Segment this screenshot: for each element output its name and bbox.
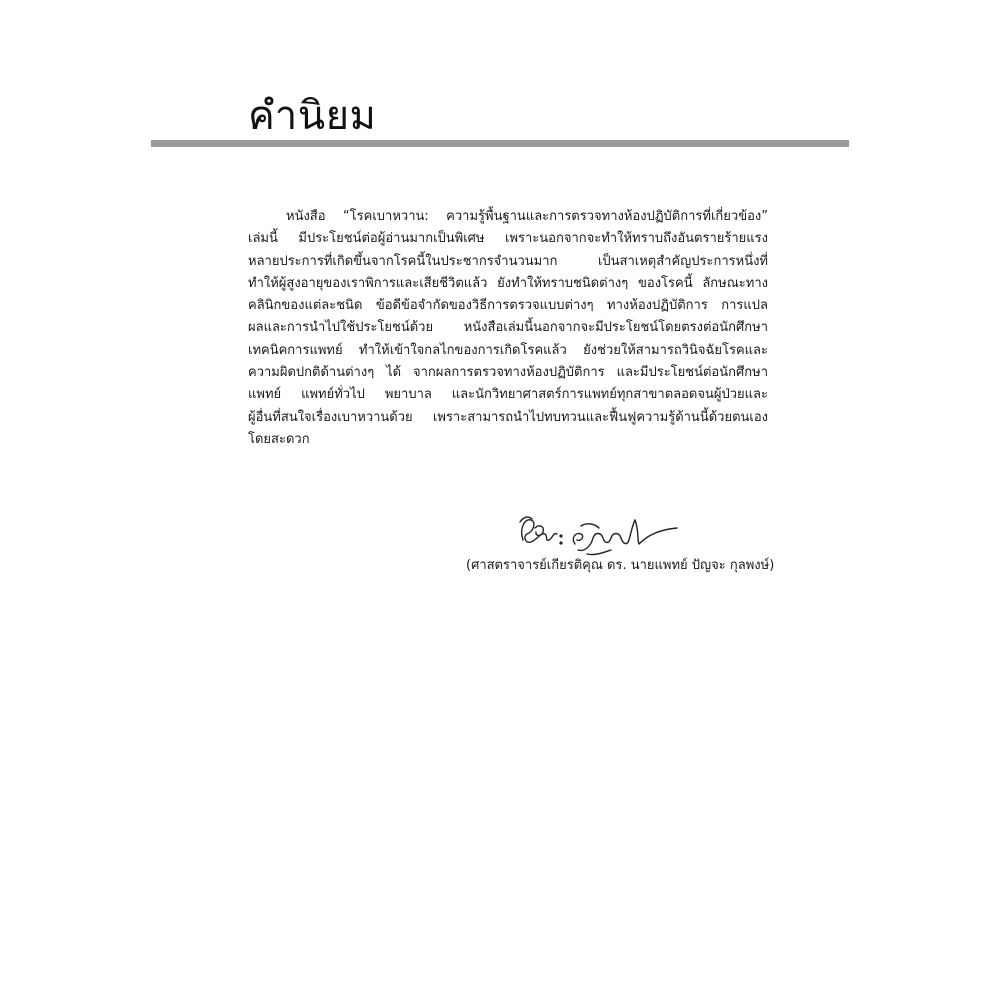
body-line: แพทย์ แพทย์ทั่วไป พยาบาล และนักวิทยาศาสตร์การแพทย์ทุกสาขาตลอดจนผู้ป่วยและ [248,387,768,403]
body-line: เล่มนี้ มีประโยชน์ต่อผู้อ่านมากเป็นพิเศษ เพราะนอกจากจะทำให้ทราบถึงอันตรายร้ายแรง [248,231,768,247]
title-divider [151,140,849,147]
body-line: ผลและการนำไปใช้ประโยชน์ด้วย หนังสือเล่มนี้นอกจากจะมีประโยชน์โดยตรงต่อนักศึกษา [248,320,768,336]
body-line: เทคนิคการแพทย์ ทำให้เข้าใจกลไกของการเกิดโรคแล้ว ยังช่วยให้สามารถวินิจฉัยโรคและ [248,342,768,358]
body-line: ความผิดปกติด้านต่างๆ ได้ จากผลการตรวจทางห้องปฏิบัติการ และมีประโยชน์ต่อนักศึกษา [248,365,768,381]
body-line: หลายประการที่เกิดขึ้นจากโรคนี้ในประชากรจำนวนมาก เป็นสาเหตุสำคัญประการหนึ่งที่ [248,253,768,269]
body-line: หนังสือ “โรคเบาหวาน: ความรู้พื้นฐานและการตรวจทางห้องปฏิบัติการที่เกี่ยวข้อง” [286,209,768,224]
body-line: ทำให้ผู้สูงอายุของเราพิการและเสียชีวิตแล้ว ยังทำให้ทราบชนิดต่างๆ ของโรคนี้ ลักษณะทาง [248,275,768,291]
signature-image [515,510,680,562]
page-title: คำนิยม [248,93,377,139]
body-line: ผู้อื่นที่สนใจเรื่องเบาหวานด้วย เพราะสามารถนำไปทบทวนและฟื้นฟูความรู้ด้านนี้ด้วยตนเอง [248,409,768,425]
body-paragraph [248,206,768,451]
signer-name: (ศาสตราจารย์เกียรติคุณ ดร. นายแพทย์ ปัญจะ กุลพงษ์) [466,558,775,573]
body-line: โดยสะดวก [248,431,310,447]
body-line: คลินิกของแต่ละชนิด ข้อดีข้อจำกัดของวิธีการตรวจแบบต่างๆ ทางห้องปฏิบัติการ การแปล [248,298,768,314]
